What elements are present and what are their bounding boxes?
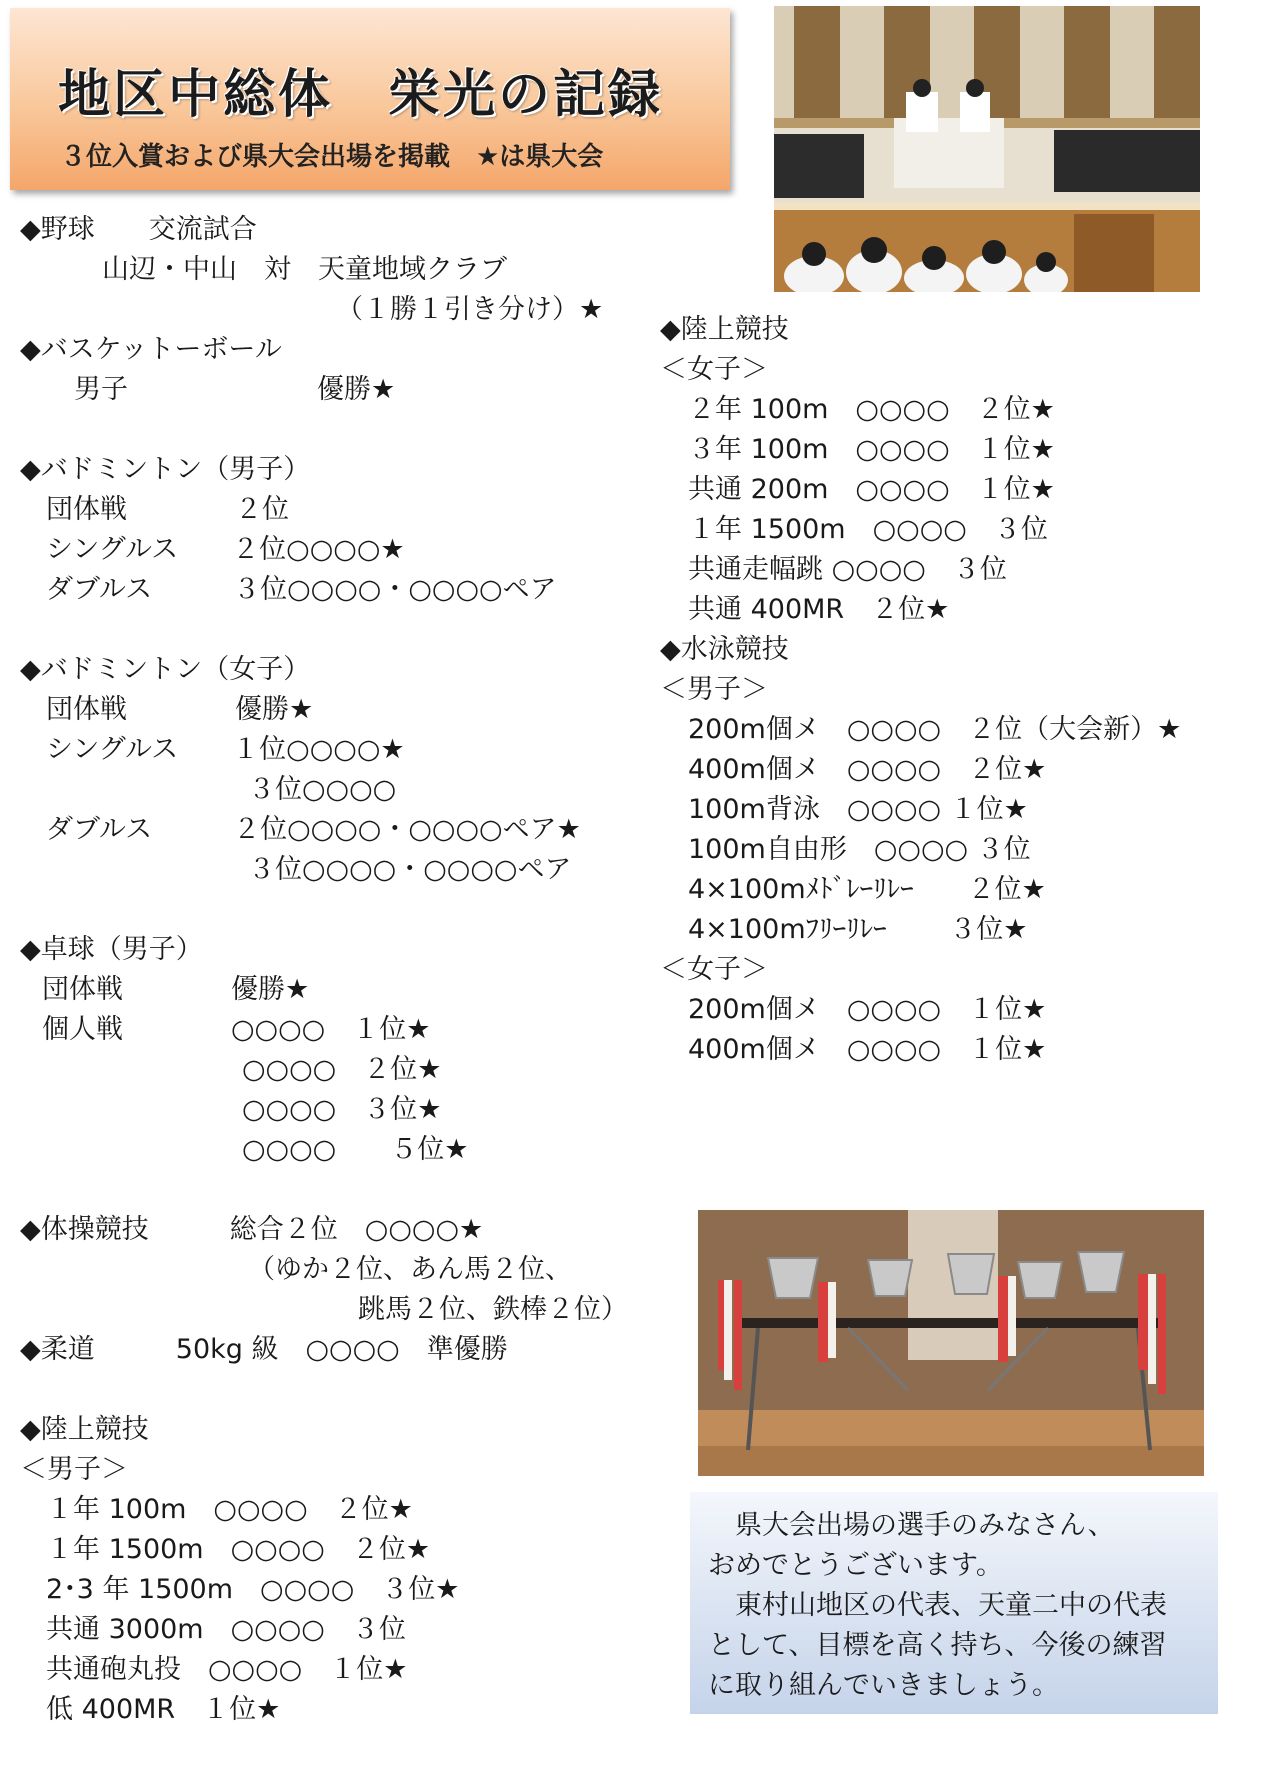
track-girls-row: １年 1500m ○○○○ ３位 [688,514,1048,545]
table-tennis-individual: 個人戦 ○○○○ １位★ [42,1014,431,1045]
swimming-girls-label: ＜女子＞ [660,954,768,985]
page-title: 地区中総体 栄光の記録 [58,65,664,125]
track-girls-row: 共通走幅跳 ○○○○ ３位 [688,554,1007,585]
swimming-boys-row: 100m自由形 ○○○○ ３位 [688,834,1031,865]
swimming-girls-row: 400m個メ ○○○○ １位★ [688,1034,1047,1065]
table-tennis-individual-2: ○○○○ ２位★ [242,1054,442,1085]
badminton-boys-heading: ◆バドミントン（男子） [20,454,311,485]
baseball-heading: ◆野球 交流試合 [20,214,257,245]
badminton-boys-doubles: ダブルス ３位○○○○・○○○○ペア [46,574,557,605]
swimming-boys-row: 4×100mﾒﾄﾞﾚｰﾘﾚｰ ２位★ [688,874,1046,905]
trophy-photo [698,1210,1204,1476]
track-boys-row: 2･3 年 1500m ○○○○ ３位★ [46,1574,460,1605]
baseball-result: （１勝１引き分け）★ [336,294,604,325]
badminton-girls-doubles: ダブルス ２位○○○○・○○○○ペア★ [46,814,581,845]
message-line: として、目標を高く持ち、今後の練習 [708,1630,1167,1661]
table-tennis-individual-5: ○○○○ ５位★ [242,1134,469,1165]
track-boys-row: １年 1500m ○○○○ ２位★ [46,1534,431,1565]
track-girls-row: 共通 200m ○○○○ １位★ [688,474,1055,505]
badminton-girls-singles: シングルス １位○○○○★ [46,734,405,765]
stage-photo [774,6,1200,292]
basketball-boys: 男子 優勝★ [74,374,396,405]
track-girls-heading: ◆陸上競技 [660,314,789,345]
swimming-boys-label: ＜男子＞ [660,674,768,705]
swimming-boys-row: 100m背泳 ○○○○ １位★ [688,794,1028,825]
baseball-match: 山辺・中山 対 天童地域クラブ [102,254,507,285]
title-banner [10,8,730,190]
track-boys-label: ＜男子＞ [20,1454,128,1485]
gymnastics-heading: ◆体操競技 総合２位 ○○○○★ [20,1214,484,1245]
table-tennis-individual-3: ○○○○ ３位★ [242,1094,442,1125]
badminton-girls-team: 団体戦 優勝★ [46,694,314,725]
track-girls-row: ３年 100m ○○○○ １位★ [688,434,1055,465]
gymnastics-detail-1: （ゆか２位、あん馬２位、 [248,1254,572,1285]
swimming-boys-row: 4×100mﾌﾘｰﾘﾚｰ ３位★ [688,914,1028,945]
track-girls-row: ２年 100m ○○○○ ２位★ [688,394,1055,425]
badminton-girls-heading: ◆バドミントン（女子） [20,654,311,685]
badminton-girls-singles-2: ３位○○○○ [248,774,397,805]
message-line: 県大会出場の選手のみなさん、 [708,1510,1115,1541]
table-tennis-heading: ◆卓球（男子） [20,934,203,965]
table-tennis-team: 団体戦 優勝★ [42,974,310,1005]
track-boys-heading: ◆陸上競技 [20,1414,149,1445]
badminton-boys-team: 団体戦 ２位 [46,494,289,525]
basketball-heading: ◆バスケットーボール [20,334,282,365]
badminton-boys-singles: シングルス ２位○○○○★ [46,534,405,565]
track-boys-row: 共通砲丸投 ○○○○ １位★ [46,1654,408,1685]
judo-heading: ◆柔道 50kg 級 ○○○○ 準優勝 [20,1334,508,1365]
badminton-girls-doubles-2: ３位○○○○・○○○○ペア [248,854,572,885]
track-boys-row: 共通 3000m ○○○○ ３位 [46,1614,406,1645]
gymnastics-detail-2: 跳馬２位、鉄棒２位） [358,1294,628,1325]
track-boys-row: 低 400MR １位★ [46,1694,281,1725]
swimming-girls-row: 200m個メ ○○○○ １位★ [688,994,1047,1025]
swimming-boys-row: 400m個メ ○○○○ ２位★ [688,754,1047,785]
page-subtitle: ３位入賞および県大会出場を掲載 ★は県大会 [60,142,604,172]
track-girls-label: ＜女子＞ [660,354,768,385]
swimming-boys-row: 200m個メ ○○○○ ２位（大会新）★ [688,714,1182,745]
track-girls-row: 共通 400MR ２位★ [688,594,950,625]
swimming-heading: ◆水泳競技 [660,634,789,665]
message-line: おめでとうございます。 [708,1550,1003,1581]
track-boys-row: １年 100m ○○○○ ２位★ [46,1494,413,1525]
message-box [690,1492,1218,1714]
message-line: に取り組んでいきましょう。 [708,1670,1059,1701]
message-line: 東村山地区の代表、天童二中の代表 [708,1590,1167,1621]
